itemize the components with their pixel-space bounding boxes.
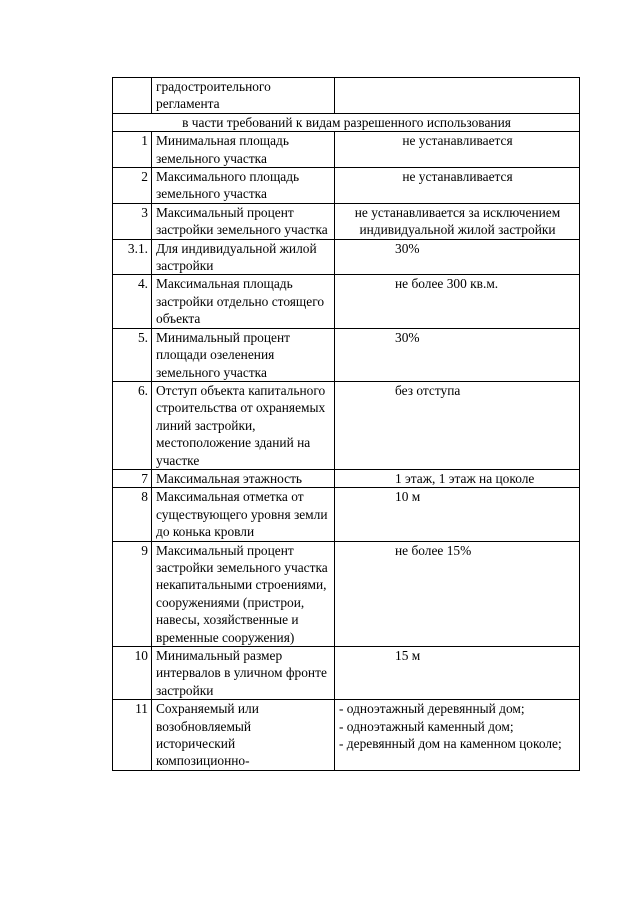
- row-number: 11: [113, 700, 152, 771]
- row-number: 3.1.: [113, 239, 152, 275]
- row-number: 5.: [113, 328, 152, 381]
- section-title: в части требований к видам разрешенного использования: [113, 113, 580, 131]
- row-number: 10: [113, 647, 152, 700]
- parameter-cell: Сохраняемый или возобновляемый исторический композиционно-: [152, 700, 335, 771]
- row-number: [113, 78, 152, 114]
- parameter-cell: градостроительного регламента: [152, 78, 335, 114]
- value-cell: без отступа: [335, 381, 580, 469]
- parameter-cell: Максимальный процент застройки земельного участка некапитальными строениями, сооружениями (пристрои, навесы, хозяйственные и временные сооружения): [152, 541, 335, 646]
- value-cell: 15 м: [335, 647, 580, 700]
- value-cell: 1 этаж, 1 этаж на цоколе: [335, 469, 580, 487]
- value-cell: 10 м: [335, 488, 580, 541]
- table-row: [113, 239, 580, 275]
- row-number: 6.: [113, 381, 152, 469]
- table-row: [113, 647, 580, 700]
- value-cell: [335, 78, 580, 114]
- parameter-cell: Минимальная площадь земельного участка: [152, 132, 335, 168]
- regulation-table: [112, 77, 580, 771]
- table-row: [113, 168, 580, 204]
- parameter-cell: Максимального площадь земельного участка: [152, 168, 335, 204]
- value-cell: 30%: [335, 239, 580, 275]
- value-cell: не устанавливается: [335, 132, 580, 168]
- value-line: - деревянный дом на каменном цоколе;: [339, 736, 562, 752]
- table-row: [113, 275, 580, 328]
- row-number: 4.: [113, 275, 152, 328]
- section-row: [113, 113, 580, 131]
- table-row: [113, 78, 580, 114]
- table-row: [113, 203, 580, 239]
- row-number: 7: [113, 469, 152, 487]
- parameter-cell: Минимальный размер интервалов в уличном фронте застройки: [152, 647, 335, 700]
- parameter-cell: Максимальная этажность: [152, 469, 335, 487]
- table-row: [113, 700, 580, 771]
- parameter-cell: Отступ объекта капитального строительства от охраняемых линий застройки, местоположение зданий на участке: [152, 381, 335, 469]
- value-cell: [335, 700, 580, 771]
- parameter-cell: Максимальная площадь застройки отдельно стоящего объекта: [152, 275, 335, 328]
- value-cell: не более 300 кв.м.: [335, 275, 580, 328]
- table-row: [113, 328, 580, 381]
- value-cell: 30%: [335, 328, 580, 381]
- parameter-cell: Для индивидуальной жилой застройки: [152, 239, 335, 275]
- row-number: 8: [113, 488, 152, 541]
- row-number: 2: [113, 168, 152, 204]
- value-cell: не более 15%: [335, 541, 580, 646]
- row-number: 3: [113, 203, 152, 239]
- table-row: [113, 381, 580, 469]
- table-row: [113, 488, 580, 541]
- value-line: - одноэтажный деревянный дом;: [339, 701, 525, 717]
- table-row: [113, 541, 580, 646]
- parameter-cell: Максимальная отметка от существующего уровня земли до конька кровли: [152, 488, 335, 541]
- value-cell: не устанавливается: [335, 168, 580, 204]
- table-row: [113, 469, 580, 487]
- value-cell: не устанавливается за исключением индивидуальной жилой застройки: [335, 203, 580, 239]
- parameter-cell: Минимальный процент площади озеленения земельного участка: [152, 328, 335, 381]
- table-row: [113, 132, 580, 168]
- row-number: 9: [113, 541, 152, 646]
- value-line: - одноэтажный каменный дом;: [339, 718, 514, 734]
- row-number: 1: [113, 132, 152, 168]
- parameter-cell: Максимальный процент застройки земельного участка: [152, 203, 335, 239]
